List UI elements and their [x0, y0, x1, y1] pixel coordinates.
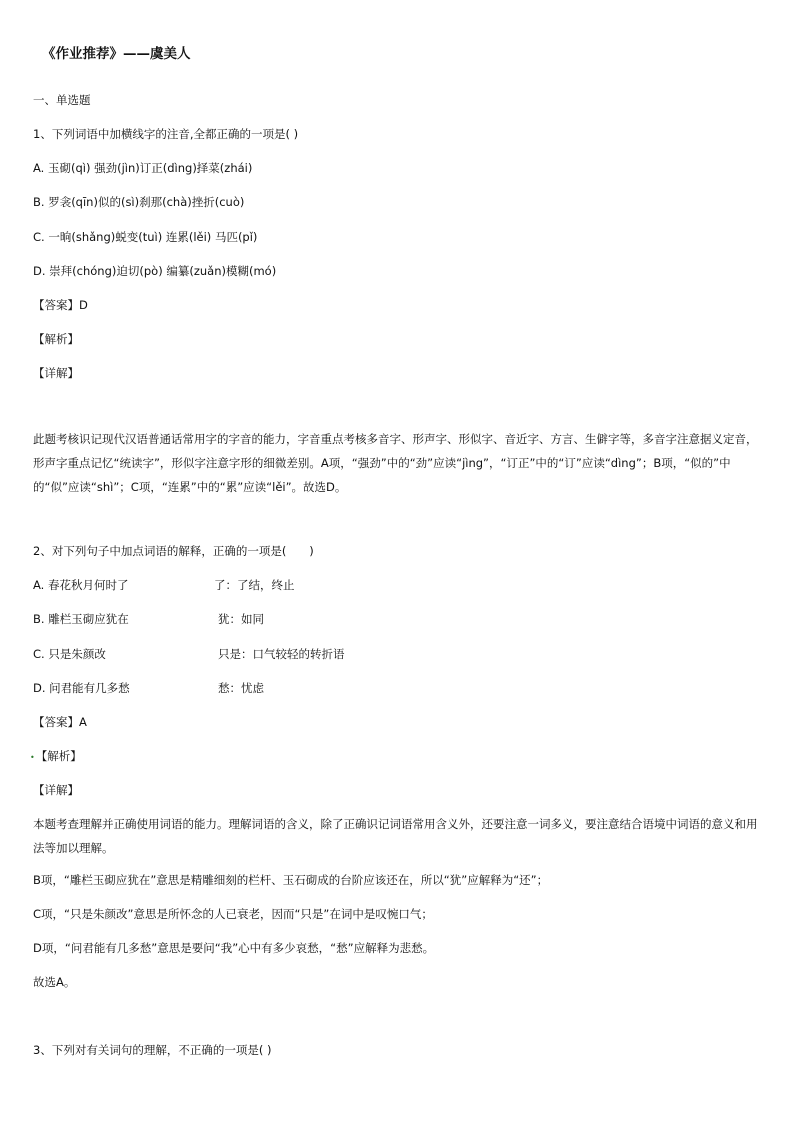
question-3-stem: 3、下列对有关词句的理解，不正确的一项是( ) — [33, 1043, 272, 1057]
bullet-dot-icon: • — [30, 753, 35, 762]
question-2-option-a-gloss: 了：了结，终止 — [214, 578, 295, 592]
question-1-option-c: C. 一晌(shǎng)蜕变(tuì) 连累(lěi) 马匹(pǐ) — [33, 230, 258, 244]
question-2-option-d: D. 问君能有几多愁 — [33, 681, 130, 695]
question-2-option-c: C. 只是朱颜改 — [33, 647, 106, 661]
question-2-explanation: 本题考查理解并正确使用词语的能力。理解词语的含义，除了正确识记词语常用含义外，还要注意一词多义，要注意结合语境中词语的意义和用法等加以理解。 — [33, 817, 758, 855]
question-2-conclusion: 故选A。 — [33, 975, 76, 989]
question-2-analysis-row — [30, 748, 82, 766]
question-2-option-b: B. 雕栏玉砌应犹在 — [33, 612, 129, 626]
question-2-option-b-gloss: 犹：如同 — [218, 612, 264, 626]
question-2-stem: 2、对下列句子中加点词语的解释，正确的一项是( ) — [33, 544, 314, 558]
question-1-option-d: D. 崇拜(chóng)迫切(pò) 编纂(zuǎn)模糊(mó) — [33, 264, 277, 278]
question-2-explanation-c: C项，“只是朱颜改”意思是所怀念的人已衰老，因而“只是”在词中是叹惋口气； — [33, 907, 433, 921]
question-2-explanation-d: D项，“问君能有几多愁”意思是要问“我”心中有多少哀愁，“愁”应解释为悲愁。 — [33, 941, 435, 955]
question-1-option-b: B. 罗衾(qīn)似的(sì)刹那(chà)挫折(cuò) — [33, 195, 245, 209]
document-title: 《作业推荐》——虞美人 — [42, 46, 191, 62]
question-2-option-d-gloss: 愁：忧虑 — [218, 681, 264, 695]
question-1-answer: 【答案】D — [33, 298, 88, 312]
question-2-option-c-gloss: 只是：口气较轻的转折语 — [218, 647, 345, 661]
question-2-analysis-label: 【解析】 — [35, 749, 82, 763]
question-2-detail-label: 【详解】 — [33, 783, 79, 797]
question-1-option-a: A. 玉砌(qì) 强劲(jìn)订正(dìng)择菜(zhái) — [33, 161, 253, 175]
question-1-analysis-label: 【解析】 — [33, 332, 79, 346]
question-1-detail-label: 【详解】 — [33, 366, 79, 380]
question-2-answer: 【答案】A — [33, 715, 87, 729]
question-2-explanation-b: B项，“雕栏玉砌应犹在”意思是精雕细刻的栏杆、玉石砌成的台阶应该还在，所以“犹”应解释为“还”； — [33, 873, 549, 887]
question-1-explanation: 此题考核识记现代汉语普通话常用字的字音的能力，字音重点考核多音字、形声字、形似字、音近字、方言、生僻字等，多音字注意据义定音，形声字重点记忆“统读字”，形似字注意字形的细微差别。A项，“强劲”中的“劲”应读“jìng”，“订正”中的“订”应读“dìng”；B项，“似的”中的“似”应读“shì”；C项，“连累”中的“累”应读“lěi”。故选D。 — [33, 432, 758, 494]
question-2-option-a: A. 春花秋月何时了 — [33, 578, 129, 592]
question-1-stem: 1、下列词语中加横线字的注音,全都正确的一项是( ) — [33, 127, 299, 141]
section-heading: 一、单选题 — [33, 93, 91, 107]
